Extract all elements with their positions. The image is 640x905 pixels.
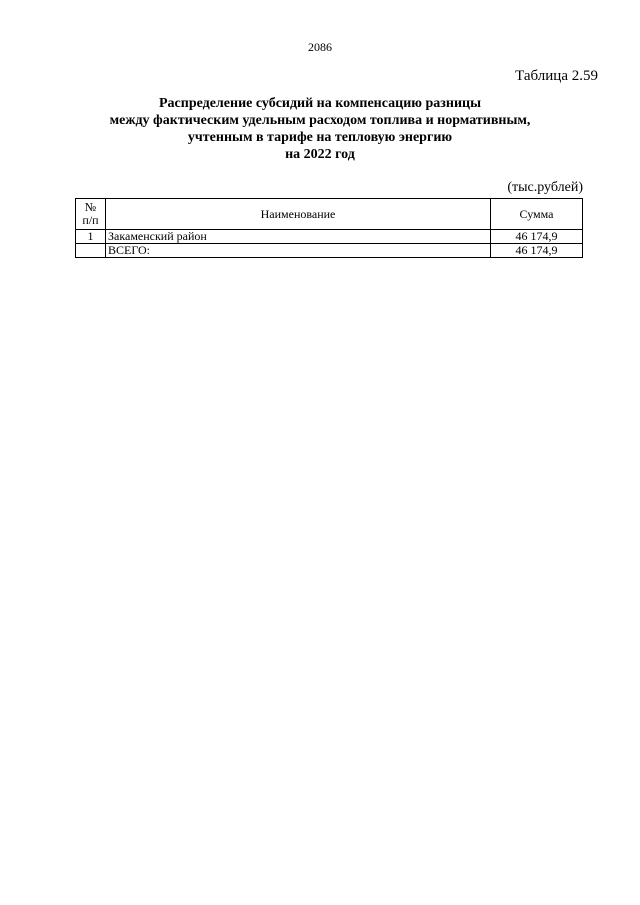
total-sum: 46 174,9 (491, 244, 583, 258)
subsidy-table (75, 198, 583, 258)
units-label: (тыс.рублей) (507, 180, 583, 195)
row-name: Закаменский район (106, 230, 491, 244)
header-number-symbol: № (84, 200, 97, 214)
row-sum: 46 174,9 (491, 230, 583, 244)
header-sum: Сумма (491, 199, 583, 230)
title-line-2: между фактическим удельным расходом топлива и нормативным, (109, 113, 531, 128)
title-line-4: на 2022 год (285, 147, 355, 162)
header-name: Наименование (106, 199, 491, 230)
table-label: Таблица 2.59 (515, 68, 598, 84)
page-number: 2086 (308, 40, 332, 54)
table-header-row (76, 199, 583, 230)
title-line-3: учтенным в тарифе на тепловую энергию (187, 130, 453, 145)
header-number-abbr: п/п (82, 213, 99, 227)
row-number: 1 (76, 230, 106, 244)
table-row (76, 230, 583, 244)
header-number (76, 199, 106, 230)
total-number (76, 244, 106, 258)
document-title (60, 95, 580, 163)
title-line-1: Распределение субсидий на компенсацию разницы (158, 96, 482, 111)
total-label: ВСЕГО: (106, 244, 491, 258)
table-total-row (76, 244, 583, 258)
